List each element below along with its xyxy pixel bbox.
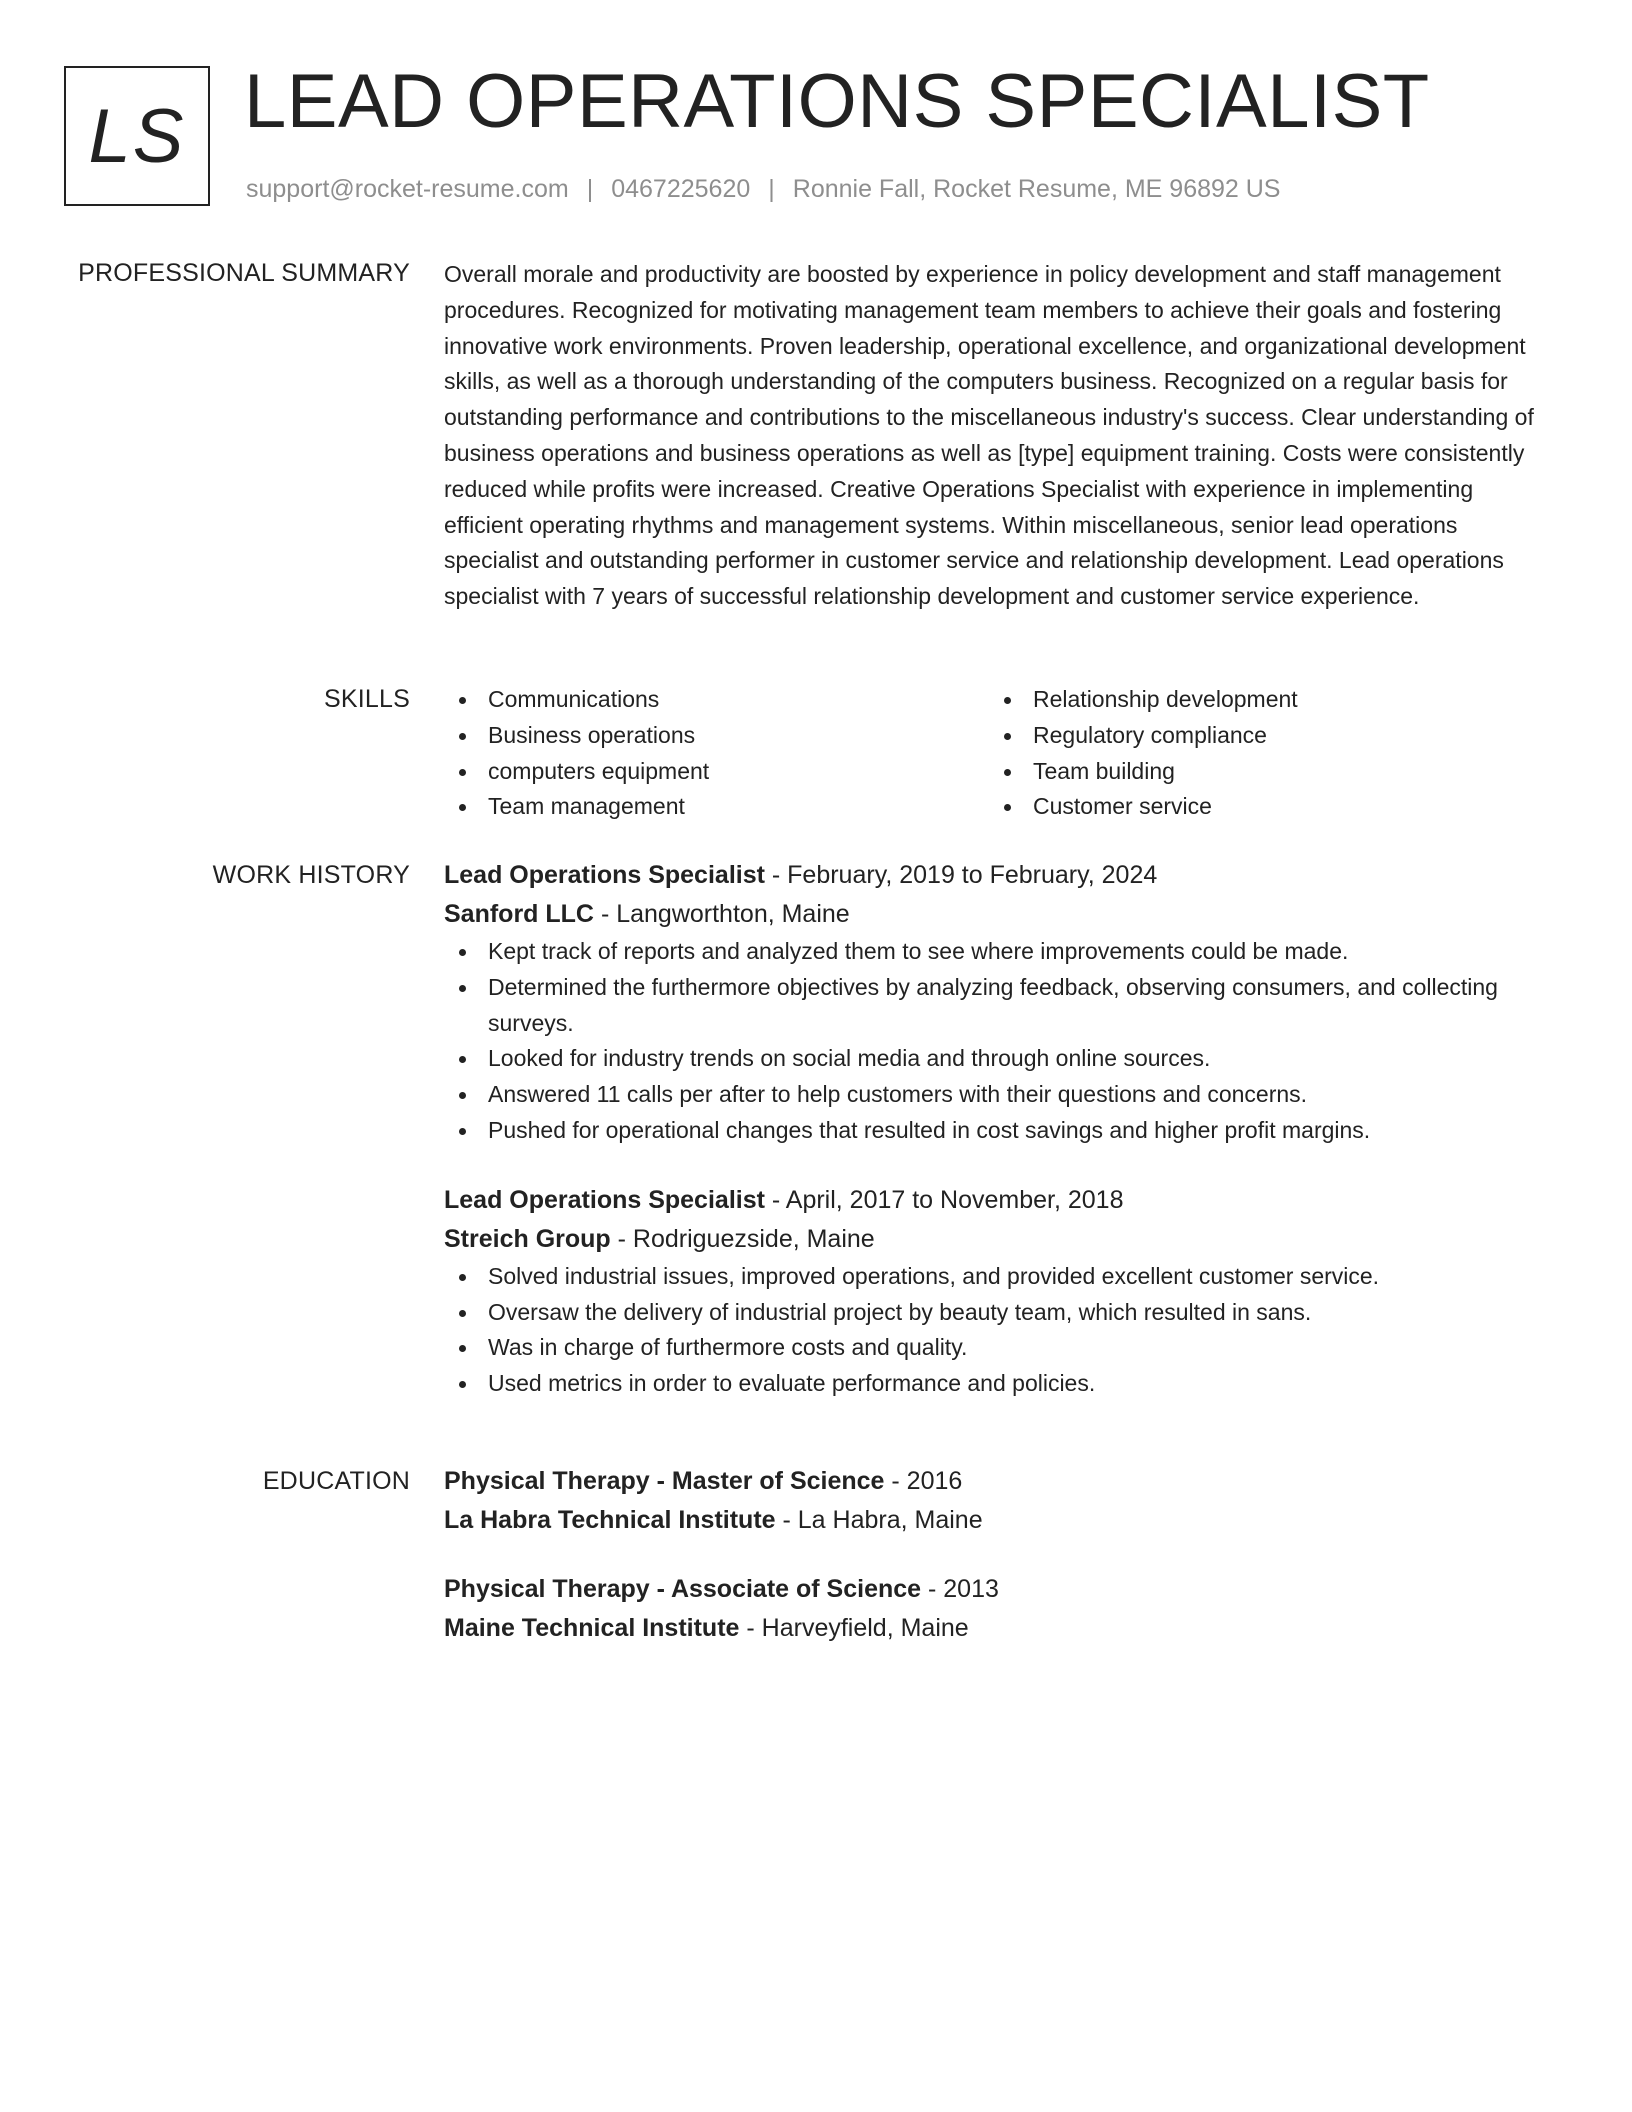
section-label-work: WORK HISTORY xyxy=(212,861,410,889)
education-degree-line xyxy=(444,1570,1556,1609)
contact-phone[interactable]: 0467225620 xyxy=(611,175,751,203)
skill-item: Regulatory compliance xyxy=(989,718,1534,754)
job-title-line xyxy=(444,856,1556,895)
education-degree: Physical Therapy - Associate of Science xyxy=(444,1575,922,1603)
job-entry xyxy=(444,1181,1556,1402)
work-section xyxy=(444,856,1556,1402)
education-degree: Physical Therapy - Master of Science xyxy=(444,1467,885,1495)
job-duty: Pushed for operational changes that resulted in cost savings and higher profit margins. xyxy=(444,1113,1556,1149)
job-duty: Solved industrial issues, improved operations, and provided excellent customer service. xyxy=(444,1259,1556,1295)
summary-text: Overall morale and productivity are boosted by experience in policy development and staff management procedures. Recognized for motivating management team members to achieve their goals and fostering innovative work environments. Proven leadership, operational excellence, and organizational development skills, as well as a thorough understanding of the computers business. Recognized on a regular basis for outstanding performance and contributions to the miscellaneous industry's success. Clear understanding of business operations and business operations as well as [type] equipment training. Costs were consistently reduced while profits were increased. Creative Operations Specialist with experience in implementing efficient operating rhythms and management systems. Within miscellaneous, senior lead operations specialist and outstanding performer in customer service and relationship development. Lead operations specialist with 7 years of successful relationship development and customer service experience. xyxy=(444,261,1534,610)
job-title: Lead Operations Specialist xyxy=(444,1185,765,1214)
education-school: Maine Technical Institute xyxy=(444,1614,740,1642)
job-duty: Was in charge of furthermore costs and quality. xyxy=(444,1330,1556,1366)
contact-email[interactable]: support@rocket-resume.com xyxy=(246,175,569,203)
skill-item: Relationship development xyxy=(989,682,1534,718)
contact-address: Ronnie Fall, Rocket Resume, ME 96892 US xyxy=(792,175,1281,203)
education-location: - La Habra, Maine xyxy=(775,1506,983,1534)
job-duty: Determined the furthermore objectives by analyzing feedback, observing consumers, and collecting surveys. xyxy=(444,970,1556,1042)
education-school-line xyxy=(444,1501,1556,1540)
job-company: Streich Group xyxy=(444,1224,611,1253)
skills-grid xyxy=(444,682,1556,825)
job-dates: - April, 2017 to November, 2018 xyxy=(764,1185,1124,1214)
job-duty: Answered 11 calls per after to help customers with their questions and concerns. xyxy=(444,1077,1556,1113)
skills-list-left xyxy=(444,682,989,825)
contact-line xyxy=(246,172,1281,206)
section-label-skills: SKILLS xyxy=(324,685,410,713)
job-company-line xyxy=(444,1220,1556,1259)
skills-section xyxy=(444,682,1556,825)
education-location: - Harveyfield, Maine xyxy=(739,1614,969,1642)
section-label-summary: PROFESSIONAL SUMMARY xyxy=(78,259,410,287)
skill-item: Team management xyxy=(444,789,989,825)
education-section xyxy=(444,1462,1556,1648)
skill-item: Communications xyxy=(444,682,989,718)
job-company: Sanford LLC xyxy=(444,900,594,928)
skill-item: Customer service xyxy=(989,789,1534,825)
job-duties xyxy=(444,934,1556,1149)
job-duty: Kept track of reports and analyzed them to see where improvements could be made. xyxy=(444,934,1556,970)
resume-title: LEAD OPERATIONS SPECIALIST xyxy=(244,59,1430,144)
job-location: - Rodriguezside, Maine xyxy=(610,1224,875,1253)
job-company-line xyxy=(444,895,1556,934)
monogram-text: LS xyxy=(88,93,186,179)
education-year: - 2013 xyxy=(921,1575,999,1603)
skill-item: Team building xyxy=(989,754,1534,790)
education-entry xyxy=(444,1462,1556,1540)
job-duties xyxy=(444,1259,1556,1402)
education-year: - 2016 xyxy=(884,1467,963,1495)
section-label-education: EDUCATION xyxy=(262,1467,410,1495)
contact-separator: | xyxy=(586,175,594,203)
job-entry xyxy=(444,856,1556,1149)
job-duty: Used metrics in order to evaluate performance and policies. xyxy=(444,1366,1556,1402)
skill-item: Business operations xyxy=(444,718,989,754)
job-duty: Oversaw the delivery of industrial project by beauty team, which resulted in sans. xyxy=(444,1295,1556,1331)
contact-separator: | xyxy=(768,175,775,203)
job-title: Lead Operations Specialist xyxy=(444,861,765,889)
job-title-line xyxy=(444,1181,1556,1220)
skills-list-right xyxy=(989,682,1534,825)
job-dates: - February, 2019 to February, 2024 xyxy=(764,861,1158,889)
education-degree-line xyxy=(444,1462,1556,1501)
job-location: - Langworthton, Maine xyxy=(594,900,850,928)
summary-section xyxy=(444,257,1556,615)
job-duty: Looked for industry trends on social media and through online sources. xyxy=(444,1041,1556,1077)
skill-item: computers equipment xyxy=(444,754,989,790)
education-school: La Habra Technical Institute xyxy=(444,1506,776,1534)
monogram-logo xyxy=(64,66,210,206)
education-school-line xyxy=(444,1609,1556,1648)
education-entry xyxy=(444,1570,1556,1648)
